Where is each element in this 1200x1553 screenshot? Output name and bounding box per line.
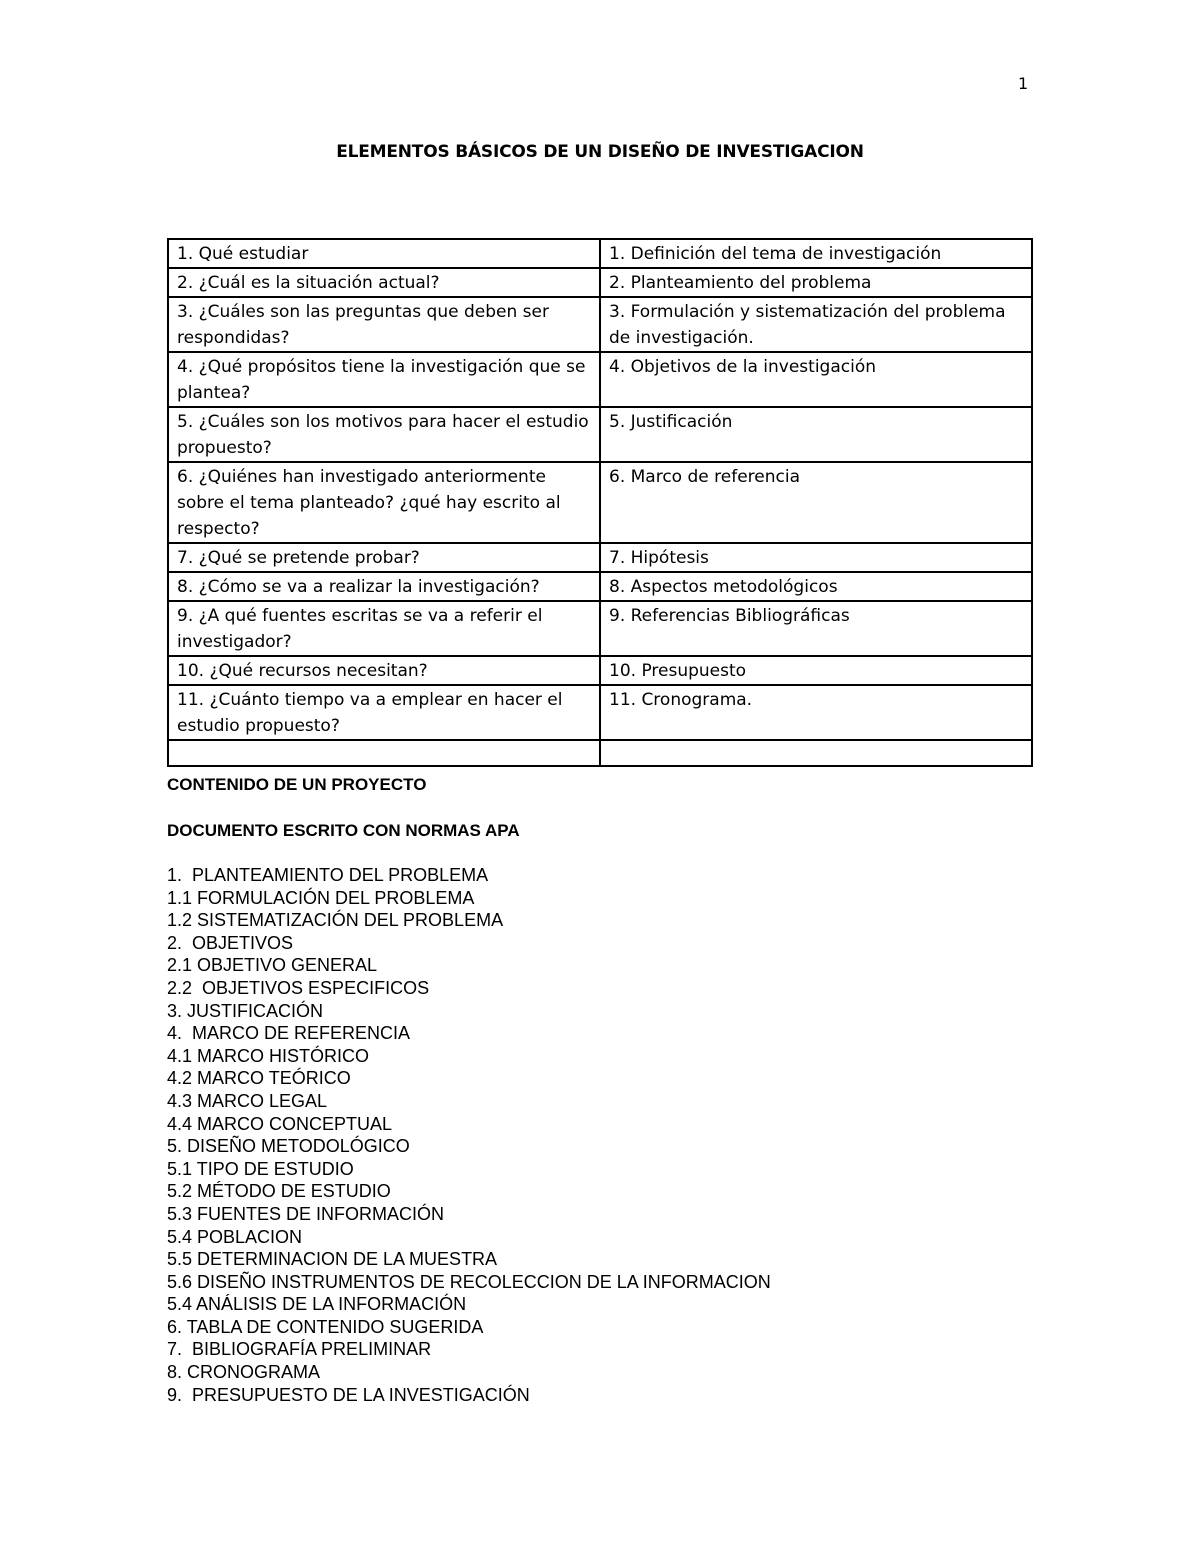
list-item: 3. JUSTIFICACIÓN (167, 1000, 324, 1021)
question-cell: 3. ¿Cuáles son las preguntas que deben ser respondidas? (168, 297, 600, 352)
list-item: 2. OBJETIVOS (167, 932, 294, 953)
table-row (168, 239, 1032, 268)
table-row (168, 543, 1032, 572)
list-item: 4.2 MARCO TEÓRICO (167, 1068, 351, 1089)
list-item: 4.3 MARCO LEGAL (167, 1090, 328, 1111)
list-item: 5.3 FUENTES DE INFORMACIÓN (167, 1203, 445, 1224)
element-cell: 10. Presupuesto (600, 656, 1032, 685)
element-cell (600, 740, 1032, 766)
question-cell: 8. ¿Cómo se va a realizar la investigación? (168, 572, 600, 601)
list-item: 5.1 TIPO DE ESTUDIO (167, 1158, 354, 1179)
page-number: 1 (1018, 74, 1029, 93)
list-item: 5.4 ANÁLISIS DE LA INFORMACIÓN (167, 1294, 467, 1315)
question-cell: 11. ¿Cuánto tiempo va a emplear en hacer el estudio propuesto? (168, 685, 600, 740)
question-cell: 10. ¿Qué recursos necesitan? (168, 656, 600, 685)
table-row (168, 572, 1032, 601)
list-item: 1.1 FORMULACIÓN DEL PROBLEMA (167, 887, 475, 908)
element-cell: 4. Objetivos de la investigación (600, 352, 1032, 407)
element-cell: 3. Formulación y sistematización del problema de investigación. (600, 297, 1032, 352)
question-cell: 5. ¿Cuáles son los motivos para hacer el estudio propuesto? (168, 407, 600, 462)
element-cell: 9. Referencias Bibliográficas (600, 601, 1032, 656)
list-item: 4.1 MARCO HISTÓRICO (167, 1045, 370, 1066)
list-item: 5.5 DETERMINACION DE LA MUESTRA (167, 1249, 498, 1270)
list-item: 5.6 DISEÑO INSTRUMENTOS DE RECOLECCION DE LA INFORMACION (167, 1271, 771, 1292)
table-row (168, 352, 1032, 407)
section-heading-apa-document: DOCUMENTO ESCRITO CON NORMAS APA (167, 821, 520, 840)
element-cell: 8. Aspectos metodológicos (600, 572, 1032, 601)
list-item: 4. MARCO DE REFERENCIA (167, 1023, 411, 1044)
table-row (168, 656, 1032, 685)
question-cell: 9. ¿A qué fuentes escritas se va a referir el investigador? (168, 601, 600, 656)
section-heading-project-content: CONTENIDO DE UN PROYECTO (167, 775, 427, 794)
question-cell: 7. ¿Qué se pretende probar? (168, 543, 600, 572)
question-cell (168, 740, 600, 766)
project-contents-list (167, 864, 771, 1406)
list-item: 9. PRESUPUESTO DE LA INVESTIGACIÓN (167, 1384, 530, 1405)
question-cell: 4. ¿Qué propósitos tiene la investigación que se plantea? (168, 352, 600, 407)
list-item: 5.2 MÉTODO DE ESTUDIO (167, 1181, 391, 1202)
element-cell: 6. Marco de referencia (600, 462, 1032, 543)
list-item: 2.1 OBJETIVO GENERAL (167, 955, 378, 976)
table-row (168, 407, 1032, 462)
element-cell: 2. Planteamiento del problema (600, 268, 1032, 297)
question-cell: 6. ¿Quiénes han investigado anteriormente sobre el tema planteado? ¿qué hay escrito al respecto? (168, 462, 600, 543)
list-item: 1. PLANTEAMIENTO DEL PROBLEMA (167, 865, 489, 885)
list-item: 6. TABLA DE CONTENIDO SUGERIDA (167, 1316, 484, 1337)
table-row (168, 601, 1032, 656)
list-item: 8. CRONOGRAMA (167, 1362, 321, 1383)
list-item: 5.4 POBLACION (167, 1226, 303, 1247)
question-cell: 1. Qué estudiar (168, 239, 600, 268)
table-row (168, 268, 1032, 297)
table-row (168, 685, 1032, 740)
list-item: 4.4 MARCO CONCEPTUAL (167, 1113, 393, 1134)
table-row (168, 297, 1032, 352)
element-cell: 7. Hipótesis (600, 543, 1032, 572)
element-cell: 1. Definición del tema de investigación (600, 239, 1032, 268)
document-title: ELEMENTOS BÁSICOS DE UN DISEÑO DE INVESTIGACION (336, 142, 864, 162)
question-cell: 2. ¿Cuál es la situación actual? (168, 268, 600, 297)
list-item: 7. BIBLIOGRAFÍA PRELIMINAR (167, 1339, 432, 1360)
table-row (168, 740, 1032, 766)
element-cell: 5. Justificación (600, 407, 1032, 462)
list-item: 5. DISEÑO METODOLÓGICO (167, 1136, 410, 1157)
list-item: 2.2 OBJETIVOS ESPECIFICOS (167, 977, 430, 998)
element-cell: 11. Cronograma. (600, 685, 1032, 740)
research-design-table (167, 238, 1033, 767)
table-row (168, 462, 1032, 543)
list-item: 1.2 SISTEMATIZACIÓN DEL PROBLEMA (167, 910, 504, 931)
